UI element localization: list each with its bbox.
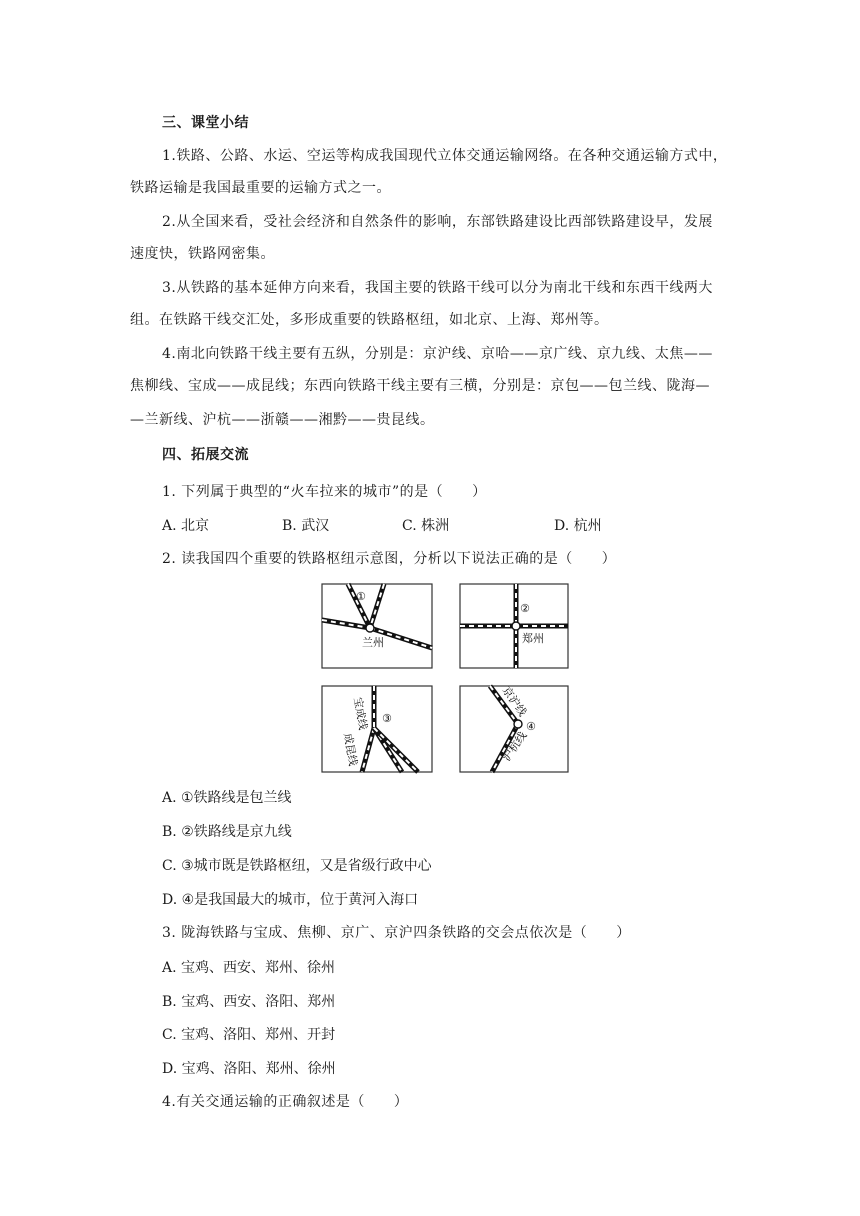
railway-hub-diagram bbox=[318, 578, 574, 778]
label-chengkun-line: 成昆线 bbox=[341, 732, 360, 768]
label-baocheng-line: 宝成线 bbox=[351, 696, 370, 732]
question-1-option-b: B. 武汉 bbox=[282, 518, 330, 534]
hub-box-4 bbox=[460, 684, 568, 772]
question-1-option-c: C. 株洲 bbox=[402, 518, 450, 534]
hub-box-2 bbox=[460, 584, 568, 668]
summary-line-4: 速度快，铁路网密集。 bbox=[130, 246, 275, 262]
question-1-stem: 1. 下列属于典型的“火车拉来的城市”的是（ ） bbox=[162, 484, 487, 500]
label-huhang-line: 沪杭线 bbox=[499, 729, 530, 764]
hub-box-3 bbox=[322, 686, 432, 772]
question-1-option-d: D. 杭州 bbox=[554, 518, 602, 534]
hub-marker-2: ② bbox=[520, 602, 530, 615]
question-2-option-c: C. ③城市既是铁路枢纽，又是省级行政中心 bbox=[162, 858, 432, 874]
question-3-option-b: B. 宝鸡、西安、洛阳、郑州 bbox=[162, 994, 336, 1010]
question-3-option-c: C. 宝鸡、洛阳、郑州、开封 bbox=[162, 1027, 336, 1043]
section-3-title-text: 三、课堂小结 bbox=[162, 115, 249, 131]
question-3-stem: 3. 陇海铁路与宝成、焦柳、京广、京沪四条铁路的交会点依次是（ ） bbox=[162, 925, 631, 941]
summary-line-8: 焦柳线、宝成——成昆线；东西向铁路干线主要有三横，分别是：京包——包兰线、陇海— bbox=[130, 378, 710, 394]
summary-line-5: 3.从铁路的基本延伸方向来看，我国主要的铁路干线可以分为南北干线和东西干线两大 bbox=[162, 280, 713, 296]
hub-box-1 bbox=[322, 584, 432, 668]
summary-line-1: 1.铁路、公路、水运、空运等构成我国现代立体交通运输网络。在各种交通运输方式中， bbox=[162, 148, 728, 164]
hub-marker-3: ③ bbox=[382, 712, 392, 725]
question-3-option-a: A. 宝鸡、西安、郑州、徐州 bbox=[162, 960, 336, 976]
hub-city-lanzhou: 兰州 bbox=[362, 636, 384, 649]
section-3-title bbox=[162, 113, 249, 133]
summary-line-7: 4.南北向铁路干线主要有五纵，分别是：京沪线、京哈——京广线、京九线、太焦—— bbox=[162, 346, 713, 362]
question-2-stem: 2. 读我国四个重要的铁路枢纽示意图，分析以下说法正确的是（ ） bbox=[162, 551, 617, 567]
summary-line-2: 铁路运输是我国最重要的运输方式之一。 bbox=[130, 180, 391, 196]
question-3-option-d: D. 宝鸡、洛阳、郑州、徐州 bbox=[162, 1061, 336, 1077]
hub-city-zhengzhou: 郑州 bbox=[522, 632, 544, 645]
section-4-title: 四、拓展交流 bbox=[162, 447, 249, 463]
question-2-option-a: A. ①铁路线是包兰线 bbox=[162, 790, 292, 806]
question-2-option-b: B. ②铁路线是京九线 bbox=[162, 824, 292, 840]
summary-line-3: 2.从全国来看，受社会经济和自然条件的影响，东部铁路建设比西部铁路建设早，发展 bbox=[162, 214, 713, 230]
summary-line-9: —兰新线、沪杭——浙赣——湘黔——贵昆线。 bbox=[130, 412, 435, 428]
question-1-option-a: A. 北京 bbox=[162, 518, 210, 534]
question-4-stem: 4.有关交通运输的正确叙述是（ ） bbox=[162, 1094, 409, 1110]
label-jinghu-line: 京沪线 bbox=[499, 684, 530, 719]
hub-marker-1: ① bbox=[356, 590, 366, 603]
hub-marker-4: ④ bbox=[526, 720, 536, 733]
question-2-option-d: D. ④是我国最大的城市，位于黄河入海口 bbox=[162, 892, 419, 908]
summary-line-6: 组。在铁路干线交汇处，多形成重要的铁路枢纽，如北京、上海、郑州等。 bbox=[130, 312, 609, 328]
